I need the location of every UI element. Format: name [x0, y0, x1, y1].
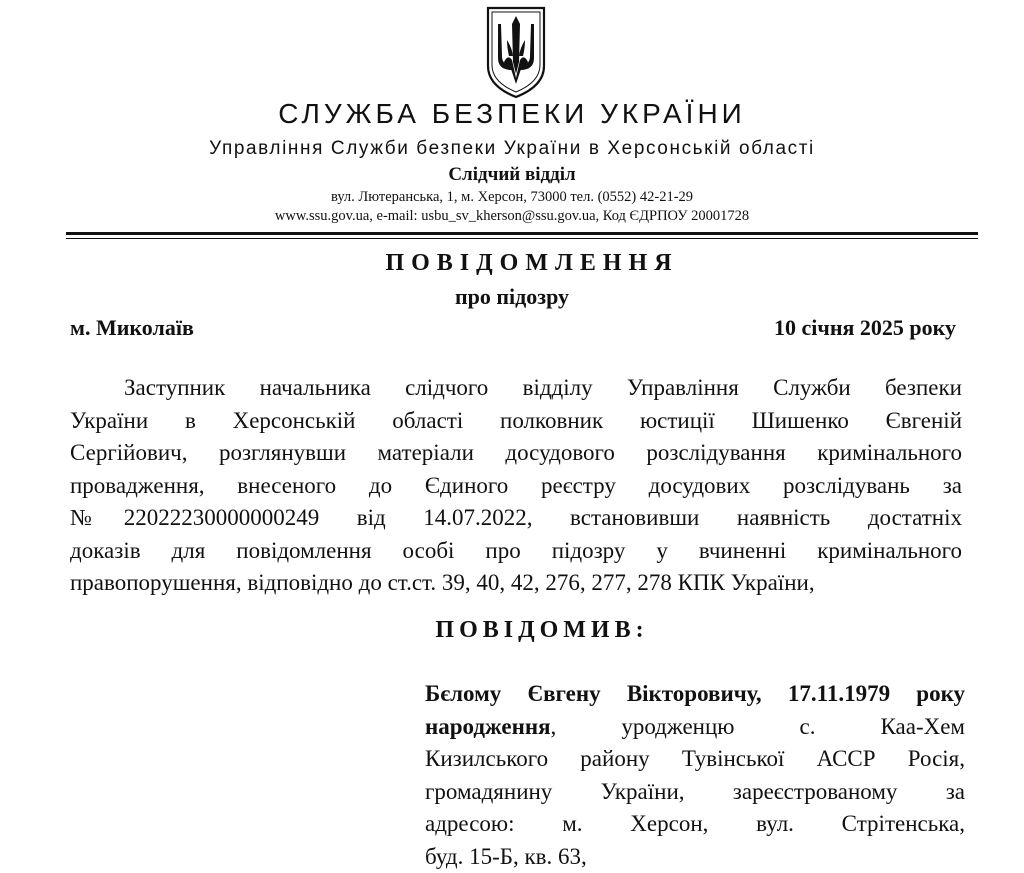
body-line: Заступник начальника слідчого відділу Управління Служби безпеки: [70, 372, 962, 405]
suspect-name: Бєлому Євгену Вікторовичу, 17.11.1979 року: [425, 678, 965, 711]
suspect-line: буд. 15-Б, кв. 63,: [425, 841, 965, 873]
suspect-line: [425, 711, 965, 744]
suspect-line: адресою: м. Херсон, вул. Стрітенська,: [425, 808, 965, 841]
department-name: Управління Служби безпеки України в Херсонській області: [0, 138, 1024, 160]
unit-name: Слідчий відділ: [0, 164, 1024, 186]
suspect-word: Каа-Хем: [881, 711, 966, 744]
suspect-birth: [425, 711, 556, 744]
suspect-word: уродженцю: [621, 711, 734, 744]
organization-name: СЛУЖБА БЕЗПЕКИ УКРАЇНИ: [0, 98, 1024, 130]
birth-comma: ,: [551, 714, 557, 739]
suspect-line: громадянину України, зареєстрованому за: [425, 776, 965, 809]
suspect-line: Кизилського району Тувінської АССР Росія,: [425, 743, 965, 776]
birth-word: народження: [425, 714, 551, 739]
document-subtitle: про підозру: [0, 284, 1024, 310]
suspect-block: [425, 678, 965, 873]
trident-emblem: [482, 4, 550, 100]
body-line: доказів для повідомлення особі про підозру у вчиненні кримінального: [70, 535, 962, 568]
body-line: Сергійович, розглянувши матеріали досудового розслідування кримінального: [70, 437, 962, 470]
body-line: правопорушення, відповідно до ст.ст. 39, 40, 42, 276, 277, 278 КПК України,: [70, 567, 962, 600]
document-date: 10 січня 2025 року: [774, 315, 956, 341]
contacts-line: www.ssu.gov.ua, e-mail: usbu_sv_kherson@ssu.gov.ua, Код ЄДРПОУ 20001728: [0, 208, 1024, 225]
header-rule-thick: [66, 232, 978, 235]
body-line: України в Херсонській області полковник юстиції Шишенко Євгеній: [70, 405, 962, 438]
body-line: провадження, внесеного до Єдиного реєстру досудових розслідувань за: [70, 470, 962, 503]
notified-heading: ПОВІДОМИВ:: [0, 617, 1024, 644]
document-title: ПОВІДОМЛЕННЯ: [0, 250, 1024, 277]
header-rule-thin: [66, 238, 978, 239]
body-paragraph: [70, 372, 962, 600]
document-place: м. Миколаїв: [70, 315, 194, 341]
suspect-word: с.: [800, 711, 816, 744]
body-line: №22022230000000249 від 14.07.2022, встановивши наявність достатніх: [70, 502, 962, 535]
address-line: вул. Лютеранська, 1, м. Херсон, 73000 тел. (0552) 42-21-29: [0, 189, 1024, 206]
